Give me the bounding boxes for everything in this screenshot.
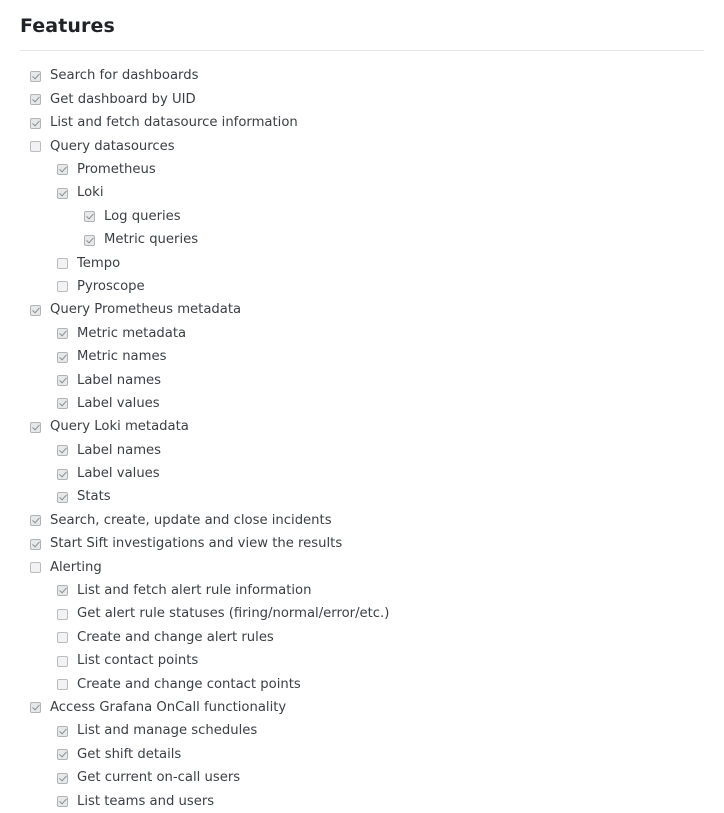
feature-label: Prometheus [77, 162, 156, 178]
feature-row[interactable] [20, 462, 704, 485]
feature-label: List and fetch datasource information [50, 115, 298, 131]
feature-row[interactable] [20, 533, 704, 556]
feature-label: Get shift details [77, 746, 182, 762]
feature-item [20, 135, 704, 158]
checkbox-unchecked-icon[interactable] [30, 562, 41, 573]
feature-row[interactable] [20, 345, 704, 368]
checkbox-checked-icon[interactable] [57, 469, 68, 480]
page-title: Features [20, 15, 115, 37]
checkbox-checked-icon[interactable] [30, 94, 41, 105]
feature-item [20, 228, 704, 251]
feature-label: List and manage schedules [77, 723, 258, 739]
feature-label: Search for dashboards [50, 68, 199, 84]
feature-row[interactable] [20, 743, 704, 766]
feature-item [20, 111, 704, 134]
feature-item [20, 790, 704, 813]
feature-item [20, 299, 704, 322]
feature-item [20, 486, 704, 509]
feature-label: Label names [77, 442, 162, 458]
feature-item [20, 462, 704, 485]
feature-row[interactable] [20, 416, 704, 439]
checkbox-checked-icon[interactable] [30, 118, 41, 129]
feature-row[interactable] [20, 720, 704, 743]
feature-row[interactable] [20, 392, 704, 415]
feature-row[interactable] [20, 65, 704, 88]
feature-label: Query Prometheus metadata [50, 302, 242, 318]
checkbox-checked-icon[interactable] [30, 539, 41, 550]
feature-item [20, 205, 704, 228]
feature-row[interactable] [20, 158, 704, 181]
checkbox-unchecked-icon[interactable] [57, 632, 68, 643]
feature-row[interactable] [20, 182, 704, 205]
checkbox-checked-icon[interactable] [30, 422, 41, 433]
feature-label: List teams and users [77, 793, 215, 809]
feature-label: Query Loki metadata [50, 419, 189, 435]
feature-item [20, 275, 704, 298]
feature-item [20, 743, 704, 766]
feature-item [20, 720, 704, 743]
feature-label: Metric names [77, 349, 167, 365]
feature-row[interactable] [20, 322, 704, 345]
checkbox-unchecked-icon[interactable] [57, 281, 68, 292]
checkbox-checked-icon[interactable] [30, 71, 41, 82]
feature-item [20, 696, 704, 719]
checkbox-checked-icon[interactable] [30, 305, 41, 316]
feature-item [20, 158, 704, 181]
feature-label: Query datasources [50, 138, 175, 154]
checkbox-checked-icon[interactable] [84, 211, 95, 222]
feature-item [20, 603, 704, 626]
feature-label: List and fetch alert rule information [77, 583, 312, 599]
checkbox-unchecked-icon[interactable] [57, 679, 68, 690]
feature-label: Create and change contact points [77, 676, 301, 692]
feature-label: Metric metadata [77, 325, 187, 341]
feature-row[interactable] [20, 369, 704, 392]
feature-row[interactable] [20, 111, 704, 134]
feature-item [20, 88, 704, 111]
feature-row[interactable] [20, 486, 704, 509]
feature-row[interactable] [20, 649, 704, 672]
feature-label: Label names [77, 372, 162, 388]
feature-checklist [20, 65, 704, 813]
feature-row[interactable] [20, 439, 704, 462]
feature-item [20, 649, 704, 672]
checkbox-checked-icon[interactable] [57, 492, 68, 503]
feature-item [20, 556, 704, 579]
feature-label: Start Sift investigations and view the results [50, 536, 343, 552]
feature-row[interactable] [20, 790, 704, 813]
feature-item [20, 369, 704, 392]
feature-row[interactable] [20, 626, 704, 649]
feature-row[interactable] [20, 696, 704, 719]
feature-item [20, 439, 704, 462]
checkbox-checked-icon[interactable] [57, 796, 68, 807]
checkbox-checked-icon[interactable] [57, 445, 68, 456]
feature-label: Metric queries [104, 232, 199, 248]
feature-label: Label values [77, 395, 160, 411]
feature-item [20, 626, 704, 649]
feature-row[interactable] [20, 603, 704, 626]
checkbox-checked-icon[interactable] [57, 164, 68, 175]
feature-label: Get dashboard by UID [50, 91, 196, 107]
feature-item [20, 673, 704, 696]
feature-item [20, 766, 704, 789]
feature-item [20, 533, 704, 556]
feature-item [20, 416, 704, 439]
feature-label: Search, create, update and close incidents [50, 512, 332, 528]
feature-label: Label values [77, 466, 160, 482]
feature-item [20, 392, 704, 415]
feature-row[interactable] [20, 135, 704, 158]
feature-label: Create and change alert rules [77, 629, 274, 645]
feature-label: Alerting [50, 559, 102, 575]
checkbox-checked-icon[interactable] [30, 515, 41, 526]
checkbox-unchecked-icon[interactable] [57, 258, 68, 269]
feature-item [20, 579, 704, 602]
checkbox-checked-icon[interactable] [57, 773, 68, 784]
feature-item [20, 509, 704, 532]
feature-label: List contact points [77, 653, 199, 669]
feature-row[interactable] [20, 579, 704, 602]
feature-row[interactable] [20, 509, 704, 532]
checkbox-unchecked-icon[interactable] [30, 141, 41, 152]
feature-item [20, 252, 704, 275]
checkbox-checked-icon[interactable] [57, 375, 68, 386]
feature-label: Tempo [77, 255, 121, 271]
feature-item [20, 182, 704, 205]
feature-item [20, 345, 704, 368]
feature-label: Get alert rule statuses (firing/normal/error/etc.) [77, 606, 390, 622]
feature-label: Pyroscope [77, 278, 145, 294]
checkbox-checked-icon[interactable] [57, 749, 68, 760]
feature-row[interactable] [20, 275, 704, 298]
feature-label: Get current on-call users [77, 770, 241, 786]
checkbox-checked-icon[interactable] [57, 188, 68, 199]
title-divider [20, 50, 704, 51]
feature-label: Stats [77, 489, 111, 505]
feature-label: Access Grafana OnCall functionality [50, 700, 287, 715]
checkbox-checked-icon[interactable] [57, 328, 68, 339]
feature-label: Loki [77, 185, 104, 201]
checkbox-unchecked-icon[interactable] [57, 656, 68, 667]
feature-item [20, 65, 704, 88]
feature-row[interactable] [20, 673, 704, 696]
feature-row[interactable] [20, 205, 704, 228]
feature-row[interactable] [20, 88, 704, 111]
checkbox-checked-icon[interactable] [57, 726, 68, 737]
checkbox-checked-icon[interactable] [57, 585, 68, 596]
checkbox-checked-icon[interactable] [57, 398, 68, 409]
feature-row[interactable] [20, 299, 704, 322]
feature-row[interactable] [20, 228, 704, 251]
feature-row[interactable] [20, 766, 704, 789]
feature-row[interactable] [20, 252, 704, 275]
feature-item [20, 322, 704, 345]
checkbox-checked-icon[interactable] [30, 702, 41, 713]
feature-label: Log queries [104, 208, 181, 224]
checkbox-unchecked-icon[interactable] [57, 609, 68, 620]
feature-row[interactable] [20, 556, 704, 579]
checkbox-checked-icon[interactable] [57, 352, 68, 363]
checkbox-checked-icon[interactable] [84, 235, 95, 246]
